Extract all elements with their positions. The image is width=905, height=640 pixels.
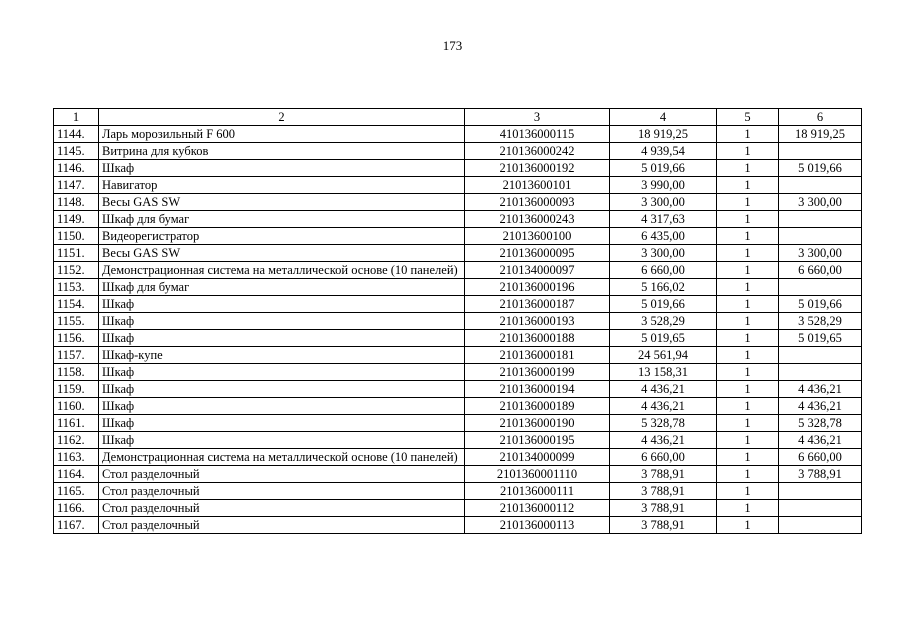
quantity-cell: 1 [717, 347, 779, 364]
inventory-number-cell: 210136000242 [465, 143, 610, 160]
table-row [54, 313, 862, 330]
item-name-cell: Видеорегистратор [99, 228, 465, 245]
quantity-cell: 1 [717, 262, 779, 279]
inventory-number-cell: 210136000188 [465, 330, 610, 347]
item-name-cell: Шкаф [99, 296, 465, 313]
amount-cell: 3 788,91 [610, 466, 717, 483]
amount-cell: 3 300,00 [610, 194, 717, 211]
table-row [54, 415, 862, 432]
table-row [54, 432, 862, 449]
row-number-cell: 1159. [54, 381, 99, 398]
amount-cell: 4 436,21 [610, 432, 717, 449]
item-name-cell: Стол разделочный [99, 517, 465, 534]
row-number-cell: 1155. [54, 313, 99, 330]
item-name-cell: Стол разделочный [99, 466, 465, 483]
residual-amount-cell: 5 328,78 [779, 415, 862, 432]
row-number-cell: 1164. [54, 466, 99, 483]
item-name-cell: Весы GAS SW [99, 245, 465, 262]
residual-amount-cell [779, 228, 862, 245]
amount-cell: 5 166,02 [610, 279, 717, 296]
residual-amount-cell: 5 019,65 [779, 330, 862, 347]
inventory-number-cell: 210134000097 [465, 262, 610, 279]
quantity-cell: 1 [717, 211, 779, 228]
inventory-number-cell: 210136000093 [465, 194, 610, 211]
quantity-cell: 1 [717, 296, 779, 313]
table-row [54, 347, 862, 364]
item-name-cell: Весы GAS SW [99, 194, 465, 211]
quantity-cell: 1 [717, 330, 779, 347]
quantity-cell: 1 [717, 126, 779, 143]
item-name-cell: Демонстрационная система на металлической основе (10 панелей) [99, 262, 465, 279]
table-row [54, 517, 862, 534]
table-row [54, 381, 862, 398]
table-row [54, 364, 862, 381]
residual-amount-cell: 5 019,66 [779, 160, 862, 177]
residual-amount-cell: 3 300,00 [779, 194, 862, 211]
item-name-cell: Шкаф для бумаг [99, 279, 465, 296]
item-name-cell: Навигатор [99, 177, 465, 194]
row-number-cell: 1154. [54, 296, 99, 313]
residual-amount-cell: 3 788,91 [779, 466, 862, 483]
item-name-cell: Шкаф [99, 313, 465, 330]
row-number-cell: 1152. [54, 262, 99, 279]
table-row [54, 466, 862, 483]
residual-amount-cell: 4 436,21 [779, 398, 862, 415]
inventory-number-cell: 210136000192 [465, 160, 610, 177]
residual-amount-cell: 6 660,00 [779, 449, 862, 466]
inventory-number-cell: 2101360001110 [465, 466, 610, 483]
item-name-cell: Шкаф для бумаг [99, 211, 465, 228]
residual-amount-cell [779, 517, 862, 534]
table-row [54, 211, 862, 228]
table-row [54, 279, 862, 296]
quantity-cell: 1 [717, 143, 779, 160]
header-cell-1: 1 [54, 109, 99, 126]
amount-cell: 18 919,25 [610, 126, 717, 143]
row-number-cell: 1150. [54, 228, 99, 245]
quantity-cell: 1 [717, 500, 779, 517]
inventory-number-cell: 210136000187 [465, 296, 610, 313]
table-row [54, 262, 862, 279]
row-number-cell: 1147. [54, 177, 99, 194]
row-number-cell: 1160. [54, 398, 99, 415]
quantity-cell: 1 [717, 449, 779, 466]
amount-cell: 5 019,66 [610, 160, 717, 177]
row-number-cell: 1162. [54, 432, 99, 449]
inventory-number-cell: 21013600100 [465, 228, 610, 245]
item-name-cell: Шкаф [99, 160, 465, 177]
inventory-table [53, 108, 862, 534]
amount-cell: 4 317,63 [610, 211, 717, 228]
amount-cell: 3 788,91 [610, 500, 717, 517]
quantity-cell: 1 [717, 381, 779, 398]
amount-cell: 5 019,66 [610, 296, 717, 313]
item-name-cell: Витрина для кубков [99, 143, 465, 160]
amount-cell: 3 788,91 [610, 483, 717, 500]
amount-cell: 24 561,94 [610, 347, 717, 364]
item-name-cell: Шкаф [99, 381, 465, 398]
quantity-cell: 1 [717, 517, 779, 534]
row-number-cell: 1153. [54, 279, 99, 296]
amount-cell: 5 328,78 [610, 415, 717, 432]
item-name-cell: Ларь морозильный F 600 [99, 126, 465, 143]
row-number-cell: 1151. [54, 245, 99, 262]
inventory-number-cell: 410136000115 [465, 126, 610, 143]
row-number-cell: 1145. [54, 143, 99, 160]
quantity-cell: 1 [717, 415, 779, 432]
header-cell-3: 3 [465, 109, 610, 126]
amount-cell: 6 660,00 [610, 449, 717, 466]
inventory-number-cell: 210136000193 [465, 313, 610, 330]
quantity-cell: 1 [717, 279, 779, 296]
inventory-number-cell: 210136000194 [465, 381, 610, 398]
table-row [54, 330, 862, 347]
inventory-number-cell: 210136000189 [465, 398, 610, 415]
table-row [54, 194, 862, 211]
amount-cell: 3 990,00 [610, 177, 717, 194]
amount-cell: 4 436,21 [610, 398, 717, 415]
quantity-cell: 1 [717, 177, 779, 194]
row-number-cell: 1163. [54, 449, 99, 466]
row-number-cell: 1158. [54, 364, 99, 381]
table-row [54, 245, 862, 262]
table-header-row [54, 109, 862, 126]
header-cell-6: 6 [779, 109, 862, 126]
residual-amount-cell: 6 660,00 [779, 262, 862, 279]
row-number-cell: 1167. [54, 517, 99, 534]
quantity-cell: 1 [717, 483, 779, 500]
residual-amount-cell [779, 177, 862, 194]
amount-cell: 4 436,21 [610, 381, 717, 398]
table-row [54, 177, 862, 194]
amount-cell: 3 788,91 [610, 517, 717, 534]
residual-amount-cell [779, 500, 862, 517]
inventory-number-cell: 210136000095 [465, 245, 610, 262]
item-name-cell: Шкаф [99, 415, 465, 432]
inventory-number-cell: 210136000112 [465, 500, 610, 517]
quantity-cell: 1 [717, 160, 779, 177]
row-number-cell: 1148. [54, 194, 99, 211]
inventory-number-cell: 210136000195 [465, 432, 610, 449]
header-cell-4: 4 [610, 109, 717, 126]
residual-amount-cell [779, 483, 862, 500]
row-number-cell: 1149. [54, 211, 99, 228]
residual-amount-cell [779, 211, 862, 228]
table-row [54, 160, 862, 177]
quantity-cell: 1 [717, 466, 779, 483]
row-number-cell: 1166. [54, 500, 99, 517]
residual-amount-cell: 4 436,21 [779, 381, 862, 398]
item-name-cell: Стол разделочный [99, 483, 465, 500]
item-name-cell: Шкаф [99, 432, 465, 449]
page-number: 173 [442, 38, 463, 53]
inventory-number-cell: 210136000111 [465, 483, 610, 500]
header-cell-2: 2 [99, 109, 465, 126]
residual-amount-cell: 3 528,29 [779, 313, 862, 330]
item-name-cell: Шкаф [99, 364, 465, 381]
residual-amount-cell: 5 019,66 [779, 296, 862, 313]
item-name-cell: Шкаф-купе [99, 347, 465, 364]
header-cell-5: 5 [717, 109, 779, 126]
residual-amount-cell: 18 919,25 [779, 126, 862, 143]
row-number-cell: 1144. [54, 126, 99, 143]
table-row [54, 126, 862, 143]
inventory-number-cell: 210136000113 [465, 517, 610, 534]
table-body [54, 109, 862, 534]
item-name-cell: Стол разделочный [99, 500, 465, 517]
amount-cell: 3 528,29 [610, 313, 717, 330]
quantity-cell: 1 [717, 398, 779, 415]
quantity-cell: 1 [717, 228, 779, 245]
residual-amount-cell [779, 347, 862, 364]
quantity-cell: 1 [717, 432, 779, 449]
inventory-number-cell: 210134000099 [465, 449, 610, 466]
amount-cell: 6 660,00 [610, 262, 717, 279]
table-row [54, 449, 862, 466]
amount-cell: 4 939,54 [610, 143, 717, 160]
amount-cell: 3 300,00 [610, 245, 717, 262]
inventory-number-cell: 210136000196 [465, 279, 610, 296]
inventory-number-cell: 210136000181 [465, 347, 610, 364]
item-name-cell: Шкаф [99, 398, 465, 415]
row-number-cell: 1165. [54, 483, 99, 500]
quantity-cell: 1 [717, 245, 779, 262]
item-name-cell: Шкаф [99, 330, 465, 347]
residual-amount-cell: 4 436,21 [779, 432, 862, 449]
inventory-number-cell: 210136000243 [465, 211, 610, 228]
amount-cell: 5 019,65 [610, 330, 717, 347]
quantity-cell: 1 [717, 313, 779, 330]
amount-cell: 6 435,00 [610, 228, 717, 245]
item-name-cell: Демонстрационная система на металлической основе (10 панелей) [99, 449, 465, 466]
table-row [54, 296, 862, 313]
row-number-cell: 1157. [54, 347, 99, 364]
row-number-cell: 1146. [54, 160, 99, 177]
row-number-cell: 1156. [54, 330, 99, 347]
residual-amount-cell [779, 143, 862, 160]
residual-amount-cell [779, 364, 862, 381]
table-row [54, 500, 862, 517]
residual-amount-cell: 3 300,00 [779, 245, 862, 262]
quantity-cell: 1 [717, 364, 779, 381]
inventory-number-cell: 210136000199 [465, 364, 610, 381]
table-row [54, 143, 862, 160]
amount-cell: 13 158,31 [610, 364, 717, 381]
inventory-number-cell: 210136000190 [465, 415, 610, 432]
residual-amount-cell [779, 279, 862, 296]
table-row [54, 398, 862, 415]
row-number-cell: 1161. [54, 415, 99, 432]
inventory-number-cell: 21013600101 [465, 177, 610, 194]
table-row [54, 228, 862, 245]
table-row [54, 483, 862, 500]
quantity-cell: 1 [717, 194, 779, 211]
